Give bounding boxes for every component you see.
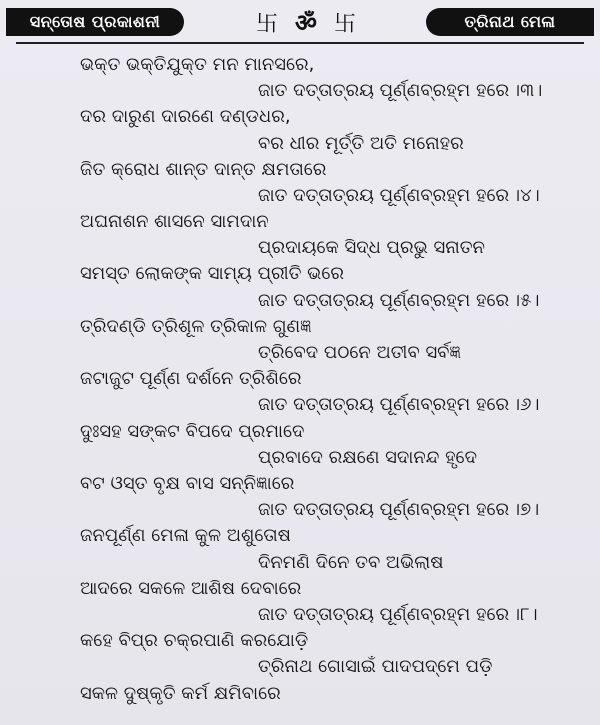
verse-line: ଜାତ ଦତ୍ତାତ୍ରୟ ପୂର୍ଣ୍ଣବ୍ରହ୍ମ ହରେ [258,290,510,311]
verse-line: ଜାତ ଦତ୍ତାତ୍ରୟ ପୂର୍ଣ୍ଣବ୍ରହ୍ମ ହରେ [258,185,510,206]
verse-line: ଭକ୍ତ ଭକ୍ତିଯୁକ୍ତ ମନ ମାନସରେ, [80,54,315,75]
verse-line: ଜନପୂର୍ଣ୍ଣ ମେଳା କୁଳ ଅଶୁତୋଷ [80,525,291,546]
swastika-right-icon: 卐 [333,11,356,37]
verse-number: ।୭। [512,499,540,520]
verse-line: ତ୍ରିବେଦ ପଠନେ ଅତୀବ ସର୍ବଜ୍ଞ [258,342,461,363]
verse-line: ଅଘନାଶନ ଶାସନେ ସାମଦାନ [80,211,269,232]
verse-line: ସକଳ ଦୁଷ୍କୃତି କର୍ମ କ୍ଷମିବାରେ [80,683,281,704]
verse-number: ।୩। [512,80,543,101]
verse-line: ତ୍ରିଦଣ୍ଡି ତ୍ରିଶୂଳ ତ୍ରିକାଳ ଗୁଣଜ୍ଞ [80,316,312,337]
header-emblem [256,8,356,36]
verse-line: ବଟ ଓସ୍ତ ବୃକ୍ଷ ବାସ ସନ୍ନିଜ୍ଞାରେ [80,473,295,494]
header-divider [16,42,584,44]
verse-number: ।୫। [512,290,540,311]
swastika-left-icon: 卐 [256,11,279,37]
publisher-title: ସନ୍ତୋଷ ପ୍ରକାଶନୀ [6,8,184,36]
verse-line: ଦିନମଣି ଦିନେ ତବ ଅଭିଲାଷ [258,552,444,573]
verse-line: ଆଦରେ ସକଳେ ଆଶିଷ ଦେବାରେ [80,578,302,599]
verse-line: ଜାତ ଦତ୍ତାତ୍ରୟ ପୂର୍ଣ୍ଣବ୍ରହ୍ମ ହରେ [258,394,510,415]
verse-number: ।୮। [512,604,538,625]
om-icon: ॐ [295,8,317,37]
verse-line: ଦୁଃସହ ସଙ୍କଟ ବିପଦେ ପ୍ରମାଦେ [80,421,305,442]
verse-line: ପ୍ରବାଦେ ରକ୍ଷଣେ ସଦାନନ୍ଦ ହୃଦେ [258,447,477,468]
verse-line: ଜାତ ଦତ୍ତାତ୍ରୟ ପୂର୍ଣ୍ଣବ୍ରହ୍ମ ହରେ [258,80,510,101]
verse-line: ଜଟାଜୁଟ ପୂର୍ଣ୍ଣ ଦର୍ଶନେ ତ୍ରିଶିରେ [80,368,302,389]
verse-line: କହେ ବିପ୍ର ଚକ୍ରପାଣି କରଯୋଡ଼ି [80,630,309,651]
verse-line: ଜାତ ଦତ୍ତାତ୍ରୟ ପୂର୍ଣ୍ଣବ୍ରହ୍ମ ହରେ [258,499,510,520]
verse-number: ।୬। [512,394,540,415]
verse-line: ବର ଧୀର ମୂର୍ତ୍ତି ଅତି ମନୋହର [258,133,464,154]
book-title: ତ୍ରିନାଥ ମେଳା [426,8,594,36]
verse-line: ସମସ୍ତ ଲୋକଙ୍କ ସାମ୍ୟ ପ୍ରୀତି ଭରେ [80,263,345,284]
verse-line: ଜିତ କ୍ରୋଧ ଶାନ୍ତ ଦାନ୍ତ କ୍ଷମତାରେ [80,159,327,180]
verse-number: ।୪। [512,185,540,206]
verse-line: ତ୍ରିନାଥ ଗୋସାଇଁ ପାଦପଦ୍ମେ ପଡ଼ି [258,656,493,677]
page-header [6,8,594,36]
verse-line: ଦର ଦାରୁଣ ଦାରଣେ ଦଣ୍ଡଧର, [80,106,291,127]
verse-line: ଜାତ ଦତ୍ତାତ୍ରୟ ପୂର୍ଣ୍ଣବ୍ରହ୍ମ ହରେ [258,604,510,625]
verse-line: ପ୍ରଦାୟକେ ସିଦ୍ଧ ପ୍ରଭୁ ସନାତନ [258,237,485,258]
